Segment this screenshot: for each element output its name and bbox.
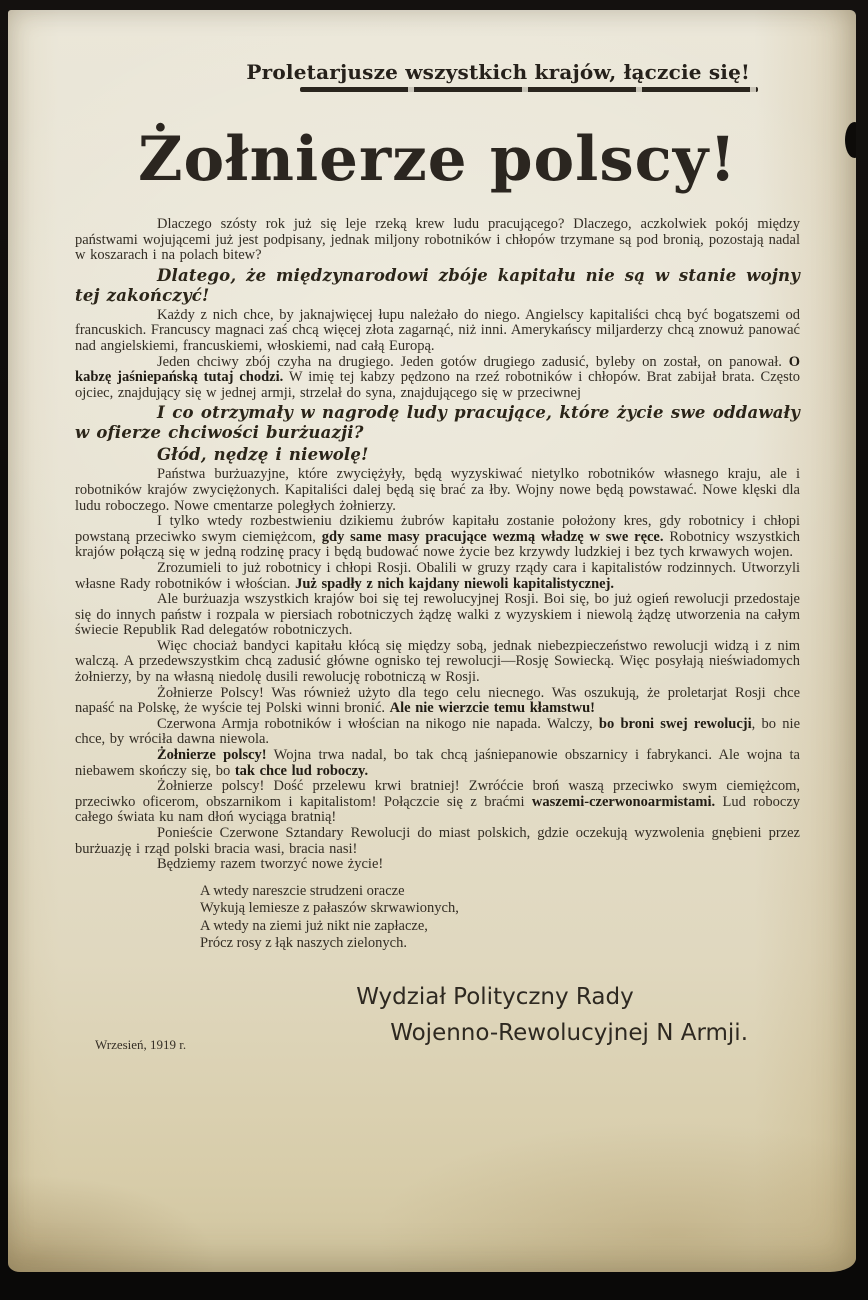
page-title: Żołnierze polscy! bbox=[137, 124, 738, 195]
slogan-underline bbox=[300, 87, 758, 92]
paragraph: Czerwona Armja robotników i włościan na nikogo nie napada. Walczy, bo broni swej rewolucji, bo nie chce, by wróciła dawna niewola. bbox=[75, 715, 801, 748]
date-stamp: Wrzesień, 1919 r. bbox=[95, 1036, 187, 1052]
paragraph: Każdy z nich chce, by jaknajwięcej łupu należało do niego. Angielscy kapitaliści chcą być bogatszemi od francuskich. Francuscy magnaci zaś chcą więcej złota zagarnąć, niż inni. Amerykańscy miljarderzy chcą znowuż panować nad angielskiemi, francuskiemi, włoskiemi, nad całą Europą. bbox=[75, 306, 800, 354]
paragraph: Głód, nędzę i niewolę! bbox=[157, 445, 369, 465]
paragraph: Więc chociaż bandyci kapitału kłócą się między sobą, jednak niebezpieczeństwo rewolucji widzą i z nim walczą. A przedewszystkim chcą zadusić główne ognisko tej rewolucji—Rosję Sowiecką. Więc posyłają nieświadomych żołnierzy, by na własną niedolę dusili rewolucję robotniczą w Rosji. bbox=[75, 637, 800, 686]
paragraph: Będziemy razem tworzyć nowe życie! bbox=[157, 856, 384, 873]
paragraph: I tylko wtedy rozbestwieniu dzikiemu żubrów kapitału zostanie położony kres, gdy robotnicy i chłopi powstaną przeciwko swym ciemiężcom, gdy same masy pracujące wezmą władzę w swe ręce. Robotnicy wszystkich krajów połączą się w jedną rodzinę pracy i będą budować nowe życie bez krzywdy ludzkiej i bez tych krwawych wojen. bbox=[75, 513, 800, 561]
poem-line: Prócz rosy z łąk naszych zielonych. bbox=[200, 935, 407, 952]
paragraph: Żołnierze Polscy! Was również użyto dla tego celu niecnego. Was oszukują, że proletarjat Rosji chce napaść na Polskę, że wyście tej Polski winni bronić. Ale nie wierzcie temu kłamstwu! bbox=[75, 684, 800, 717]
paragraph: Dlatego, że międzynarodowi zbóje kapitału nie są w stanie wojny tej zakończyć! bbox=[75, 265, 800, 305]
signature-line: Wydział Polityczny Rady bbox=[356, 983, 634, 1010]
paragraph: Żołnierze polscy! Dość przelewu krwi bratniej! Zwróćcie broń waszą przeciwko swym ciemiężcom, przeciwko oficerom, obszarnikom i kapitalistom! Połączcie się z braćmi waszemi-czerwonoarmistami. Lud roboczy całego świata ku nam dłoń wyciąga bratnią! bbox=[75, 778, 801, 826]
paragraph: I co otrzymały w nagrodę ludy pracujące, które życie swe oddawały w ofierze chciwości burżuazji? bbox=[75, 403, 800, 443]
header-slogan: Proletarjusze wszystkich krajów, łączcie się! bbox=[246, 60, 750, 84]
paper-edge-mark bbox=[845, 122, 856, 158]
paragraph: Dlaczego szósty rok już się leje rzeką krew ludu pracującego? Dlaczego, aczkolwiek pokój między państwami wojującemi już jest podpisany, jednak miljony robotników i chłopów trzymane są pod bronią, pozostają nadal w koszarach i na polach bitew? bbox=[75, 216, 800, 264]
body-text bbox=[75, 217, 800, 873]
paragraph: Jeden chciwy zbój czyha na drugiego. Jeden gotów drugiego zadusić, byleby on został, on panował. O kabzę jaśniepańską tutaj chodzi. W imię tej kabzy pędzono na rzeź robotników i chłopów. Brat zabijał brata. Często ojciec, znajdujący się w jednej armji, strzelał do syna, znajdującego się w przeciwnej bbox=[75, 353, 801, 401]
signature bbox=[356, 979, 748, 1051]
leaflet-paper bbox=[8, 10, 856, 1272]
header-slogan-wrap bbox=[246, 60, 750, 84]
poem-line: Wykują lemiesze z pałaszów skrwawionych, bbox=[200, 900, 459, 917]
poem bbox=[200, 883, 800, 953]
paragraph: Żołnierze polscy! Wojna trwa nadal, bo tak chcą jaśniepanowie obszarnicy i fabrykanci. Ale wojna ta niebawem skończy się, bo tak chce lud roboczy. bbox=[75, 747, 800, 779]
signature-line: Wojenno-Rewolucyjnej N Armji. bbox=[390, 1019, 748, 1046]
paragraph: Ale burżuazja wszystkich krajów boi się tej rewolucyjnej Rosji. Boi się, bo już ogień rewolucji przedostaje się do innych państw i rozpala w piersiach robotniczych żądzę walki z wyzyskiem i niewolą żądzę utworzenia na całym świecie Republik Rad delegatów robotniczych. bbox=[75, 591, 800, 639]
poem-line: A wtedy na ziemi już nikt nie zapłacze, bbox=[200, 917, 428, 934]
paragraph: Państwa burżuazyjne, które zwyciężyły, będą wyzyskiwać nietylko robotników własnego kraju, ale i robotników krajów zwyciężonych. Kapitaliści dalej będą się brać za łby. Wojny nowe będą powstawać. Nowe klęski dla ludu roboczego. Nowe cmentarze poległych żołnierzy. bbox=[75, 466, 800, 514]
poem-line: A wtedy nareszcie strudzeni oracze bbox=[200, 882, 405, 899]
paragraph: Ponieście Czerwone Sztandary Rewolucji do miast polskich, gdzie oczekują wyzwolenia gnębieni przez burżuazję i rząd polski bracia wasi, bracia nasi! bbox=[75, 825, 800, 857]
paragraph: Zrozumieli to już robotnicy i chłopi Rosji. Obalili w gruzy rządy cara i kapitalistów rodzinnych. Utworzyli własne Rady robotników i włościan. Już spadły z nich kajdany niewoli kapitalistycznej. bbox=[75, 559, 800, 592]
